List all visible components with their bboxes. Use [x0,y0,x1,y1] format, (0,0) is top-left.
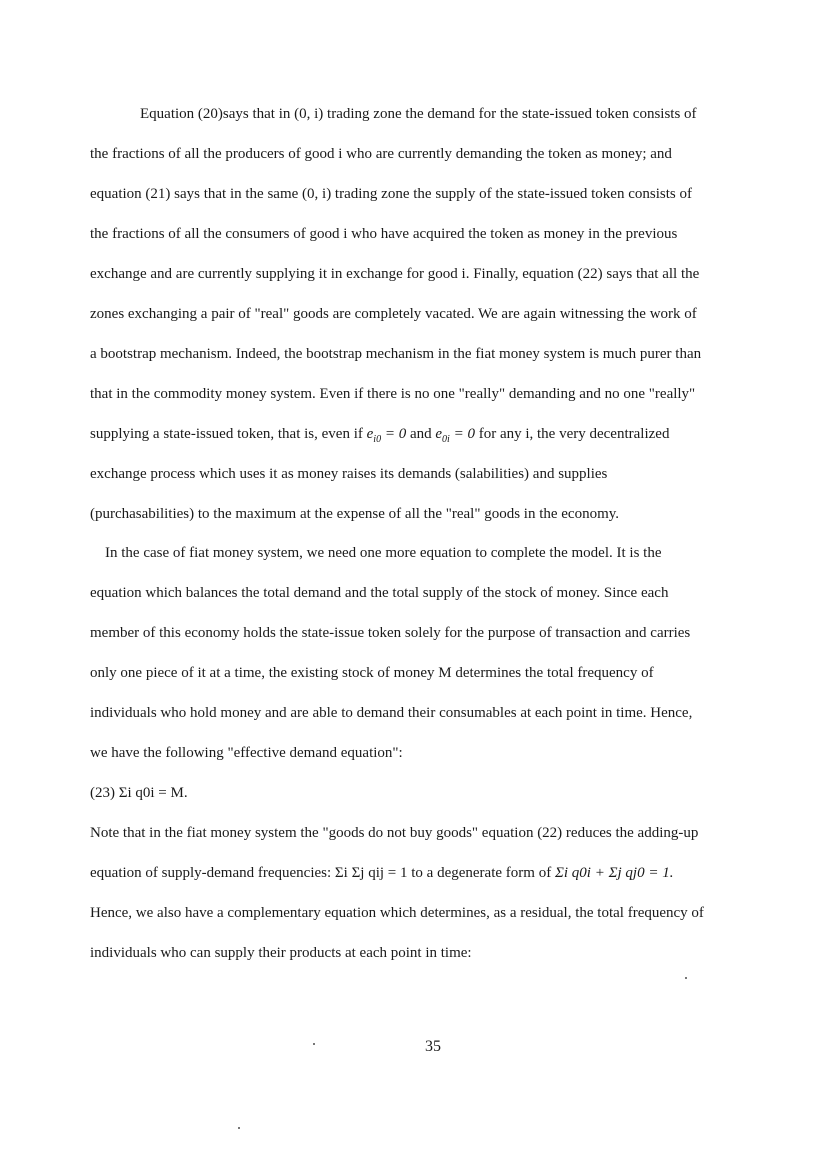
scan-speck [238,1127,240,1129]
p1-line-3: equation (21) says that in the same (0, i) trading zone the supply of the state-issued token consists of [90,186,692,202]
math-e-0i: $e_{0i} = 0$ [435,426,475,445]
p1-line-10: exchange process which uses it as money raises its demands (salabilities) and supplies [90,466,608,482]
p3-line-4: individuals who can supply their products at each point in time: [90,945,472,961]
p1-line-9-part-b: and [406,426,436,442]
p3-line-2 [90,863,673,883]
equation-23: (23) Σi q0i = M. [90,785,188,801]
math-e-i0: $e_{i0} = 0$ [366,426,407,445]
p3-line-3: Hence, we also have a complementary equation which determines, as a residual, the total frequency of [90,905,704,921]
p1-line-6: zones exchanging a pair of "real" goods are completely vacated. We are again witnessing the work of [90,306,697,322]
p2-line-5: individuals who hold money and are able to demand their consumables at each point in time. Hence, [90,705,693,721]
p1-line-11: (purchasabilities) to the maximum at the expense of all the "real" goods in the economy. [90,506,620,522]
math-adding-up: Σi q0i + Σj qj0 = 1. [554,865,674,881]
p2-line-3: member of this economy holds the state-issue token solely for the purpose of transaction and carries [90,625,691,641]
p2-line-6: we have the following "effective demand equation": [90,745,403,761]
scan-speck [313,1043,315,1045]
p1-line-9-part-c: for any i, the very decentralized [474,426,670,442]
p1-line-2: the fractions of all the producers of good i who are currently demanding the token as money; and [90,146,672,162]
p2-line-1: In the case of fiat money system, we need one more equation to complete the model. It is the [105,545,662,561]
p3-line-2-part-a: equation of supply-demand frequencies: Σi Σj qij = 1 to a degenerate form of [90,865,555,881]
p3-line-1: Note that in the fiat money system the "goods do not buy goods" equation (22) reduces the adding-up [90,825,699,841]
p2-line-4: only one piece of it at a time, the existing stock of money M determines the total frequency of [90,665,654,681]
p1-line-9-part-a: supplying a state-issued token, that is, even if [90,426,367,442]
p2-line-2: equation which balances the total demand and the total supply of the stock of money. Since each [90,585,669,601]
p1-line-5: exchange and are currently supplying it in exchange for good i. Finally, equation (22) says that all the [90,266,700,282]
scan-speck [685,977,687,979]
p1-line-1: Equation (20)says that in (0, i) trading zone the demand for the state-issued token consists of [140,106,697,122]
p1-line-8: that in the commodity money system. Even if there is no one "really" demanding and no one "really" [90,386,696,402]
page-number: 35 [425,1038,441,1055]
p1-line-7: a bootstrap mechanism. Indeed, the bootstrap mechanism in the fiat money system is much purer than [90,346,702,362]
p1-line-9 [90,424,669,450]
p1-line-4: the fractions of all the consumers of good i who have acquired the token as money in the previous [90,226,678,242]
